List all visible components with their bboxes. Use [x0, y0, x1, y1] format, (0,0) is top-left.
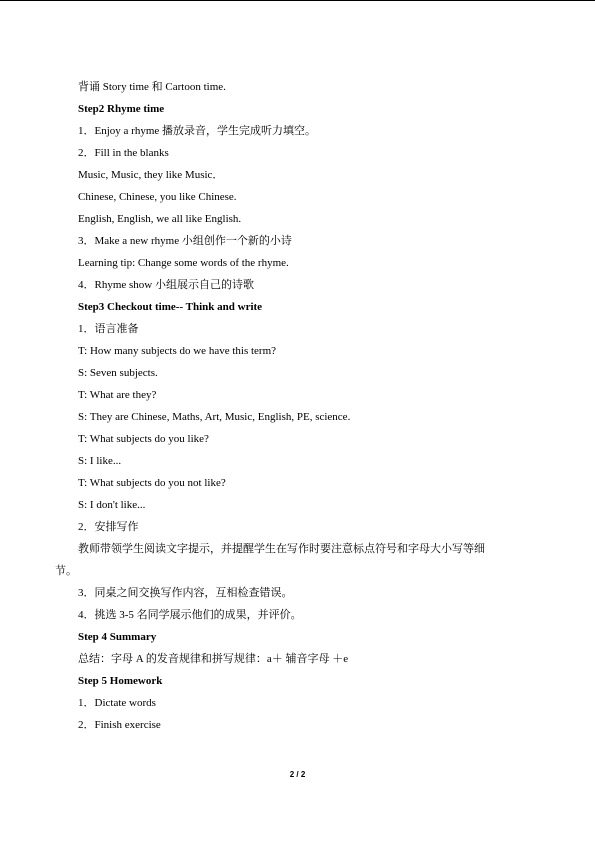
text-line: 1．Enjoy a rhyme 播放录音，学生完成听力填空。 — [78, 125, 317, 137]
text-line: 2．安排写作 — [78, 521, 139, 533]
page-number: 2 / 2 — [289, 770, 306, 779]
text-line: 4．Rhyme show 小组展示自己的诗歌 — [78, 279, 254, 291]
text-line: T: How many subjects do we have this term? — [78, 345, 277, 357]
text-line: 节。 — [55, 565, 77, 577]
top-rule — [0, 0, 595, 1]
text-line: English, English, we all like English. — [78, 213, 242, 225]
text-line: 2．Fill in the blanks — [78, 147, 169, 159]
text-line: 3．Make a new rhyme 小组创作一个新的小诗 — [78, 235, 292, 247]
text-line: Chinese, Chinese, you like Chinese. — [78, 191, 237, 203]
text-line: 1．语言准备 — [78, 323, 139, 335]
section-heading: Step2 Rhyme time — [78, 103, 165, 115]
text-line: T: What subjects do you like? — [78, 433, 209, 445]
text-line: 教师带领学生阅读文字提示，并提醒学生在写作时要注意标点符号和字母大小写等细 — [78, 543, 485, 555]
text-line: 2．Finish exercise — [78, 719, 161, 731]
section-heading: Step3 Checkout time-- Think and write — [78, 301, 263, 313]
text-line: 背诵 Story time 和 Cartoon time. — [78, 81, 226, 93]
section-heading: Step 5 Homework — [78, 675, 163, 687]
text-line: S: I don't like... — [78, 499, 146, 511]
text-line: S: They are Chinese, Maths, Art, Music, English, PE, science. — [78, 411, 351, 423]
section-heading: Step 4 Summary — [78, 631, 157, 643]
text-line: Music, Music, they like Music． — [78, 169, 224, 181]
text-line: S: I like... — [78, 455, 122, 467]
text-line: 3．同桌之间交换写作内容，互相检查错误。 — [78, 587, 293, 599]
text-line: Learning tip: Change some words of the rhyme. — [78, 257, 289, 269]
text-line: S: Seven subjects. — [78, 367, 158, 379]
text-line: 4．挑选 3-5 名同学展示他们的成果，并评价。 — [78, 609, 302, 621]
text-line: T: What subjects do you not like? — [78, 477, 226, 489]
text-line: T: What are they? — [78, 389, 157, 401]
text-line: 总结：字母 A 的发音规律和拼写规律：a＋ 辅音字母 ＋e — [78, 653, 349, 665]
text-line: 1．Dictate words — [78, 697, 156, 709]
